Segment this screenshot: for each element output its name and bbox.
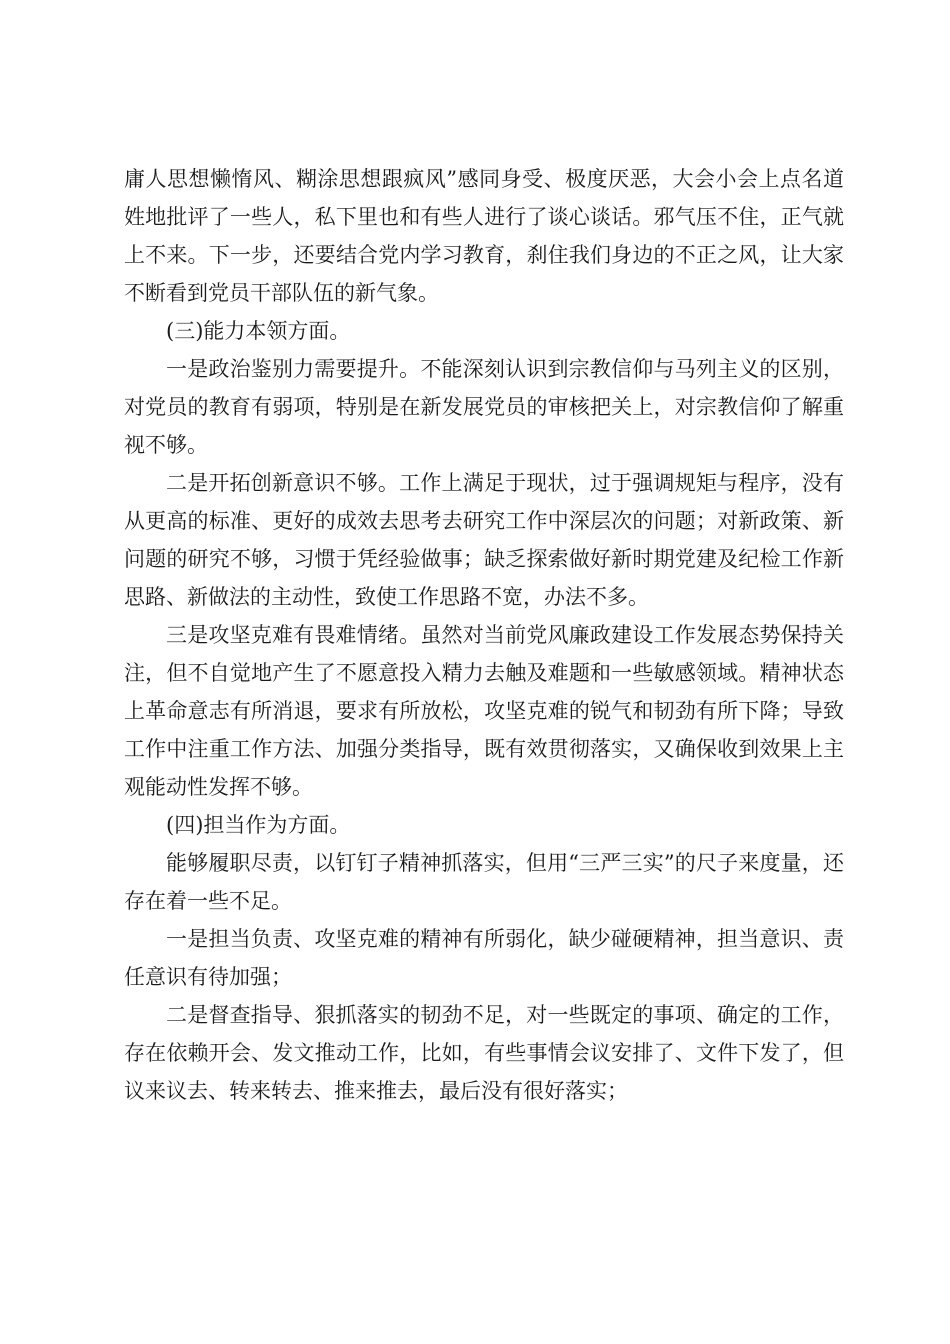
paragraph-continuation: 庸人思想懒惰风、糊涂思想跟疯风”感同身受、极度厌恶，大会小会上点名道姓地批评了一些人，私下里也和有些人进行了谈心谈话。邪气压不住，正气就上不来。下一步，还要结合党内学习教育，刹住我们身边的不正之风，让大家不断看到党员干部队伍的新气象。 (124, 167, 844, 305)
section-heading-ability: (三)能力本领方面。 (166, 319, 351, 343)
paragraph-political-discernment: 一是政治鉴别力需要提升。不能深刻认识到宗教信仰与马列主义的区别，对党员的教育有弱项，特别是在新发展党员的审核把关上，对宗教信仰了解重视不够。 (124, 357, 844, 457)
paragraph-duty: 能够履职尽责，以钉钉子精神抓落实，但用“三严三实”的尺子来度量，还存在着一些不足。 (124, 851, 844, 913)
paragraph-innovation: 二是开拓创新意识不够。工作上满足于现状，过于强调规矩与程序，没有从更高的标准、更好的成效去思考去研究工作中深层次的问题；对新政策、新问题的研究不够，习惯于凭经验做事；缺乏探索做好新时期党建及纪检工作新思路、新做法的主动性，致使工作思路不宽，办法不多。 (124, 471, 844, 609)
section-heading-responsibility: (四)担当作为方面。 (166, 813, 351, 837)
document-body (124, 160, 844, 1110)
paragraph-first-point: 一是担当负责、攻坚克难的精神有所弱化，缺少碰硬精神，担当意识、责任意识有待加强； (124, 927, 844, 989)
paragraph-difficulties: 三是攻坚克难有畏难情绪。虽然对当前党风廉政建设工作发展态势保持关注，但不自觉地产生了不愿意投入精力去触及难题和一些敏感领域。精神状态上革命意志有所消退，要求有所放松，攻坚克难的锐气和韧劲有所下降；导致工作中注重工作方法、加强分类指导，既有效贯彻落实，又确保收到效果上主观能动性发挥不够。 (124, 623, 844, 799)
paragraph-second-point: 二是督查指导、狠抓落实的韧劲不足，对一些既定的事项、确定的工作，存在依赖开会、发文推动工作，比如，有些事情会议安排了、文件下发了，但议来议去、转来转去、推来推去，最后没有很好落实； (124, 1003, 844, 1103)
